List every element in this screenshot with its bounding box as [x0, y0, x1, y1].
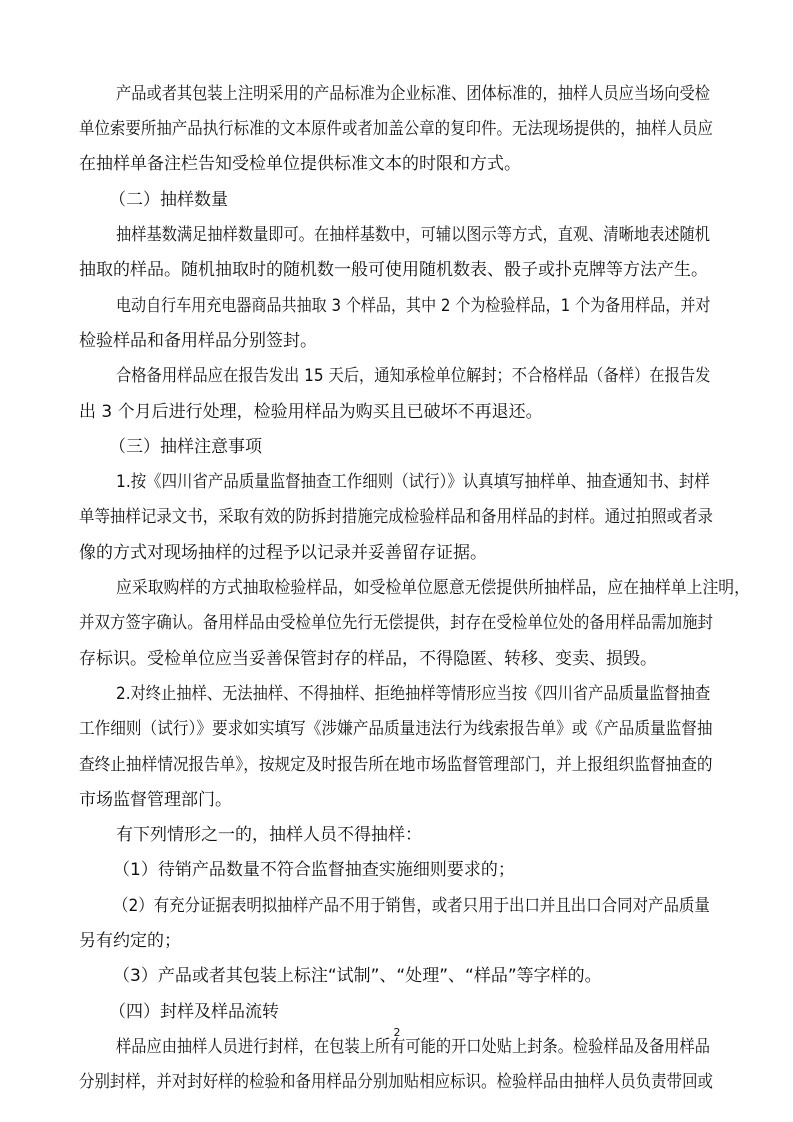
- text-line: （四）封样及样品流转: [109, 1002, 279, 1022]
- text-line: 市场监督管理部门。: [79, 790, 232, 810]
- text-line: 有下列情形之一的，抽样人员不得抽样：: [116, 825, 422, 845]
- text-line: 出 3 个月后进行处理，检验用样品为购买且已破坏不再退还。: [79, 402, 543, 422]
- text-line: 在抽样单备注栏告知受检单位提供标准文本的时限和方式。: [79, 154, 521, 174]
- text-line: 检验样品和备用样品分别签封。: [79, 331, 317, 351]
- page-number: 2: [393, 1026, 401, 1039]
- text-line: 工作细则（试行）》要求如实填写《涉嫌产品质量违法行为线索报告单》或《产品质量监督抽: [79, 719, 713, 739]
- text-line: 存标识。受检单位应当妥善保管封存的样品，不得隐匿、转移、变卖、损毁。: [79, 649, 657, 669]
- text-line: （1）待销产品数量不符合监督抽查实施细则要求的；: [113, 860, 515, 880]
- text-line: 2.对终止抽样、无法抽样、不得抽样、拒绝抽样等情形应当按《四川省产品质量监督抽查: [116, 684, 711, 704]
- text-line: （3）产品或者其包装上标注“试制”、“处理”、“样品”等字样的。: [113, 966, 602, 986]
- text-line: 合格备用样品应在报告发出 15 天后，通知承检单位解封；不合格样品（备样）在报告发: [116, 366, 711, 386]
- text-line: （三）抽样注意事项: [109, 437, 262, 457]
- text-line: 1.按《四川省产品质量监督抽查工作细则（试行）》认真填写抽样单、抽查通知书、封样: [116, 472, 710, 492]
- text-line: 抽样基数满足抽样数量即可。在抽样基数中，可辅以图示等方式，直观、清晰地表述随机: [116, 225, 710, 245]
- text-line: 分别封样，并对封好样的检验和备用样品分别加贴相应标识。检验样品由抽样人员负责带回或: [79, 1072, 713, 1092]
- text-line: 应采取购样的方式抽取检验样品，如受检单位愿意无偿提供所抽样品，应在抽样单上注明，: [116, 578, 750, 598]
- text-line: （2）有充分证据表明拟抽样产品不用于销售，或者只用于出口并且出口合同对产品质量: [113, 896, 710, 916]
- text-line: 样品应由抽样人员进行封样，在包装上所有可能的开口处贴上封条。检验样品及备用样品: [116, 1037, 710, 1057]
- text-line: 另有约定的；: [79, 931, 181, 951]
- text-line: 单位索要所抽产品执行标准的文本原件或者加盖公章的复印件。无法现场提供的，抽样人员应: [79, 119, 713, 139]
- text-line: （二）抽样数量: [109, 190, 228, 210]
- text-line: 单等抽样记录文书，采取有效的防拆封措施完成检验样品和备用样品的封样。通过拍照或者录: [79, 507, 713, 527]
- text-line: 并双方签字确认。备用样品由受检单位先行无偿提供，封存在受检单位处的备用样品需加施封: [79, 613, 713, 633]
- text-line: 查终止抽样情况报告单》，按规定及时报告所在地市场监督管理部门，并上报组织监督抽查的: [79, 755, 713, 775]
- text-line: 像的方式对现场抽样的过程予以记录并妥善留存证据。: [79, 543, 487, 563]
- text-line: 产品或者其包装上注明采用的产品标准为企业标准、团体标准的，抽样人员应当场向受检: [116, 84, 710, 104]
- text-line: 电动自行车用充电器商品共抽取 3 个样品，其中 2 个为检验样品，1 个为备用样品，并对: [116, 296, 711, 316]
- text-line: 抽取的样品。随机抽取时的随机数一般可使用随机数表、骰子或扑克牌等方法产生。: [79, 260, 708, 280]
